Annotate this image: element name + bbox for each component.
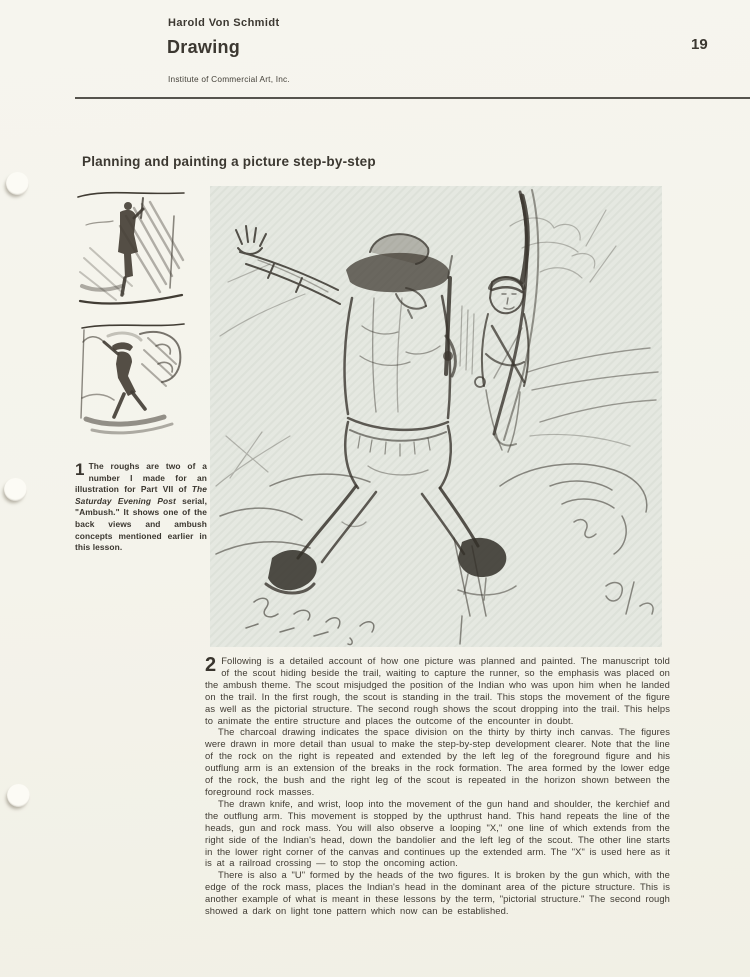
lesson-text xyxy=(205,655,670,917)
institute-name: Institute of Commercial Art, Inc. xyxy=(168,74,290,84)
author-name: Harold Von Schmidt xyxy=(168,17,280,29)
rough-sketch-standing xyxy=(76,188,188,312)
caption-text-italic: The Saturday Evening Post xyxy=(75,484,207,506)
rough-sketch-dropping xyxy=(78,320,188,440)
page-number: 19 xyxy=(691,36,708,53)
punch-hole-top xyxy=(6,172,29,195)
charcoal-drawing xyxy=(210,186,662,647)
course-title: Drawing xyxy=(167,37,241,57)
step-number: 2 xyxy=(205,654,217,676)
section-title: Planning and painting a picture step-by-step xyxy=(82,154,376,169)
paragraph-2: The charcoal drawing indicates the space division on the thirty by thirty inch canvas. The figures were drawn in more detail than usual to make the step-by-step development clearer. Note that the line of the rock on the right is repeated and extended by the left leg of the foreground figure and his outflung arm is an extension of the breaks in the rock formation. The area formed by the lower edge of the rock, the bush and the right leg of the scout is repeated in the horizon shown between the foreground rock masses. xyxy=(205,726,670,797)
caption-text-1: The roughs are two of a number I made for an illustration for Part VII of xyxy=(75,461,207,495)
figure-caption xyxy=(75,461,207,554)
caption-number: 1 xyxy=(75,460,85,479)
paragraph-1: 2 Following is a detailed account of how one picture was planned and painted. The manuscript told of the scout hiding beside the trail, waiting to capture the runner, so the emphasis was placed on the ambush theme. The scout misjudged the position of the Indian who was upon him when he landed on the trail. In the first rough, the scout is standing in the trail. This stops the movement of the figure as well as the pictorial structure. The second rough shows the scout dropping into the trail. This helps to animate the entire structure and places the outcome of the encounter in doubt. xyxy=(205,654,670,726)
header-rule xyxy=(75,97,750,99)
paragraph-4: There is also a "U" formed by the heads of the two figures. It is broken by the gun which, with the edge of the rock mass, places the Indian's head in the dominant area of the picture structure. This is another example of what is meant in these lessons by the term, "pictorial structure." The second rough showed a dark on light tone pattern which now can be established. xyxy=(205,869,670,917)
punch-hole-bottom xyxy=(7,784,30,807)
paragraph-3: The drawn knife, and wrist, loop into the movement of the gun hand and shoulder, the kerchief and the outflung arm. This movement is stopped by the upthrust hand. This hand repeats the line of the heads, gun and rock mass. You will also observe a looping "X," one line of which extends from the right side of the Indian's head, down the bandolier and the left leg of the scout. The other line starts in the lower right corner of the canvas and continues up the extended arm. The "X" is used here as it is at a railroad crossing — to stop the oncoming action. xyxy=(205,797,670,869)
punch-hole-middle xyxy=(4,478,27,501)
caption-text-2: serial, "Ambush." It shows one of the back views and ambush concepts mentioned earlier in this lesson. xyxy=(75,495,207,553)
